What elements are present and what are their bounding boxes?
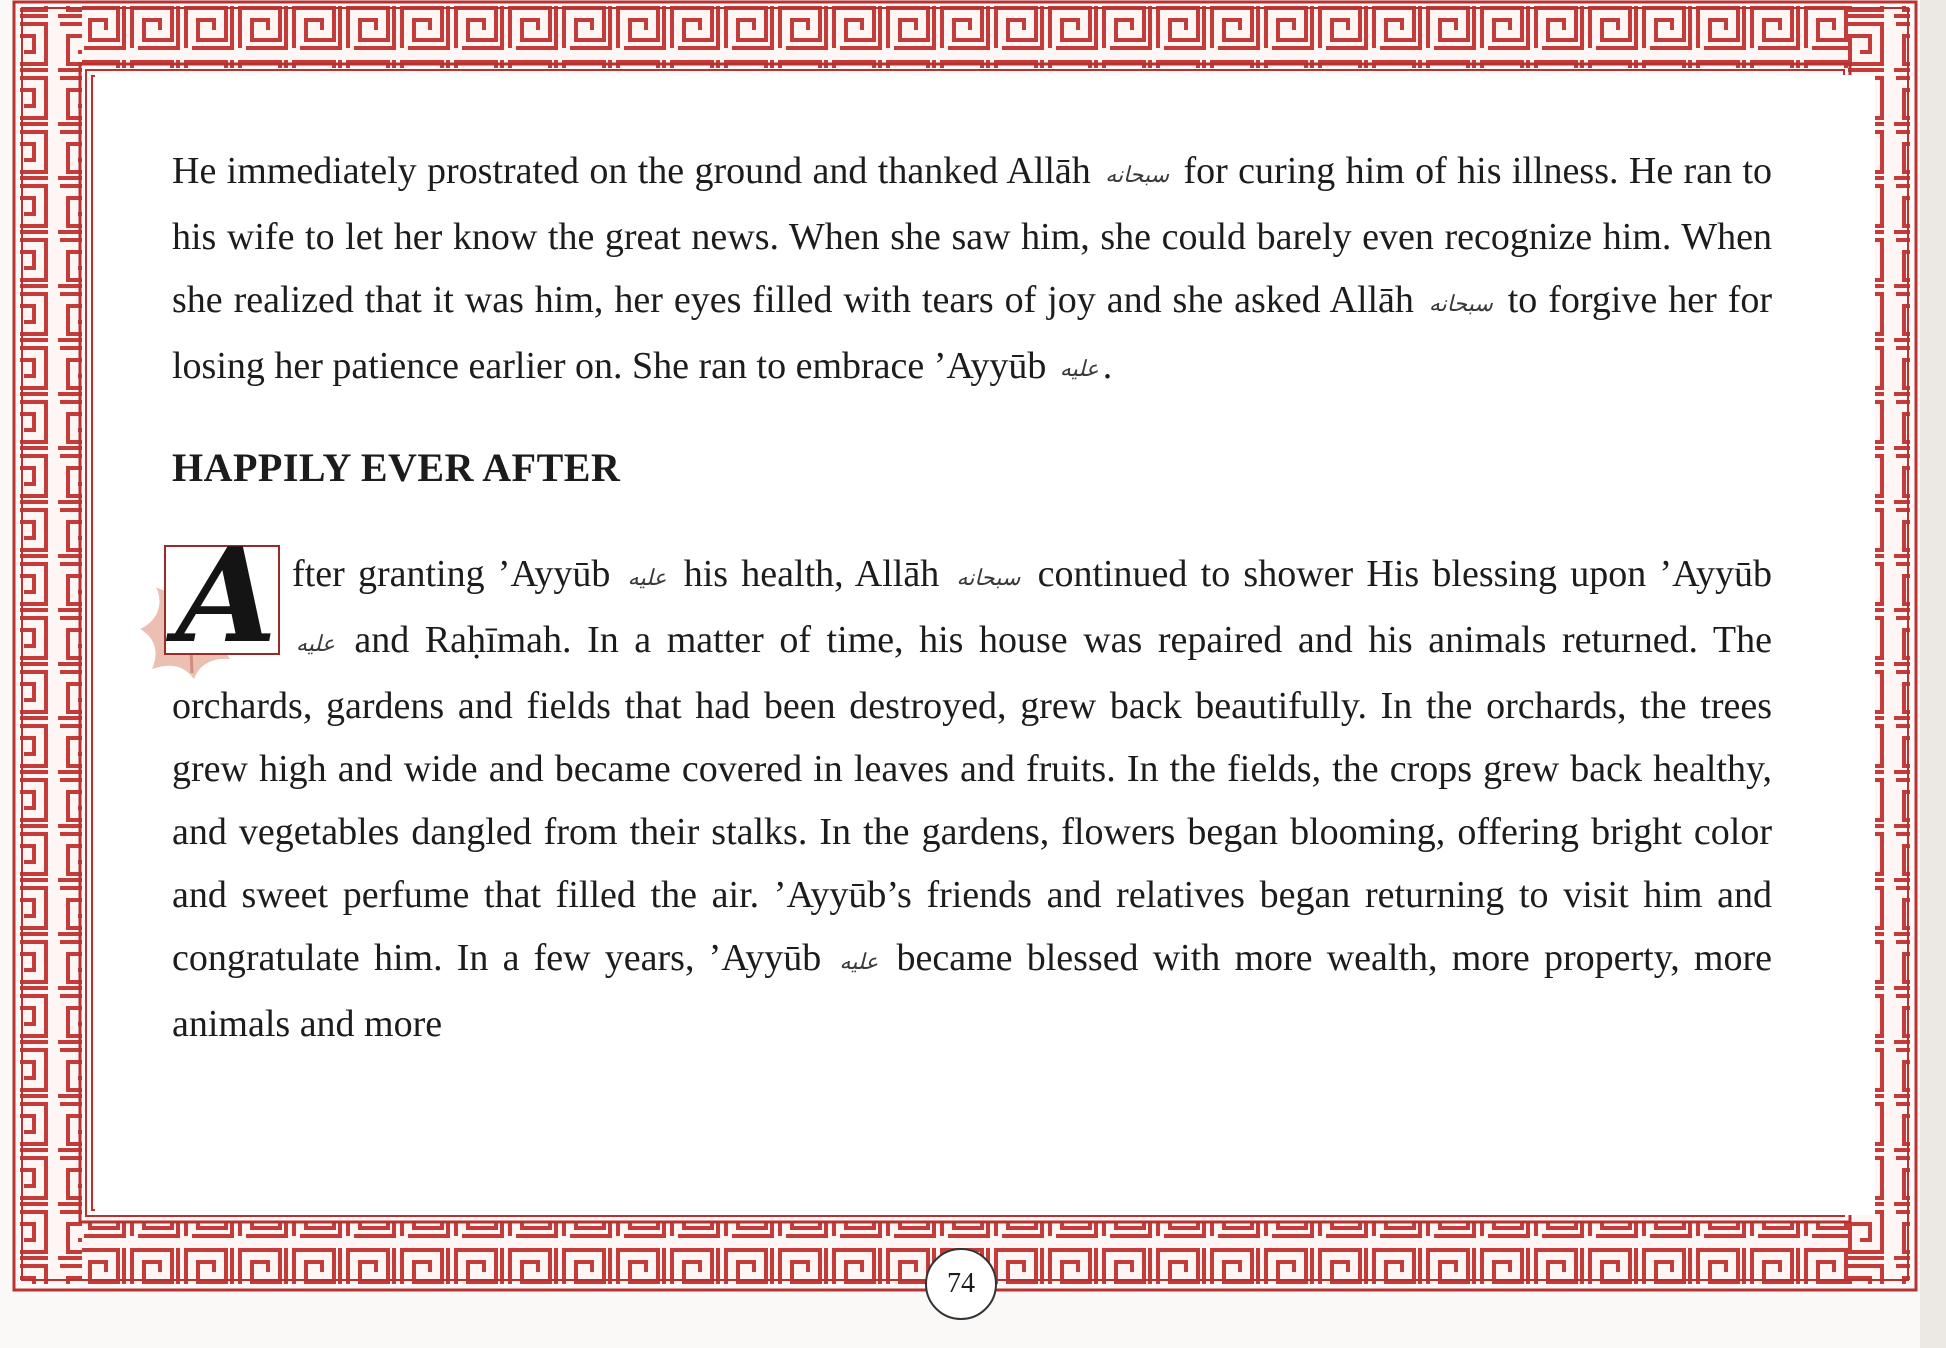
- honorific-glyph: عليه: [627, 565, 667, 591]
- paragraph-2: fter granting ’Ayyūb عليه his health, Allāh سبحانه continued to shower His blessing upon ’Ayyūb عليه and Raḥīmah. In a matter of time, his house was repaired and his animals returned. The orchards, gardens and fields that had been destroyed, grew back beautifully. In the orchards, the trees grew high and wide and became covered in leaves and fruits. In the fields, the crops grew back healthy, and vegetables dangled from their stalks. In the gardens, flowers began blooming, offering bright color and sweet perfume that filled the air. ’Ayyūb’s friends and relatives began returning to visit him and congratulate him. In a few years, ’Ayyūb عليه became blessed with more wealth, more property, more animals and more: [172, 543, 1772, 1055]
- page-number: 74: [925, 1248, 997, 1320]
- body-text: [172, 140, 1772, 1056]
- honorific-glyph: عليه: [1059, 356, 1099, 382]
- paragraph-1: He immediately prostrated on the ground and thanked Allāh سبحانه for curing him of his illness. He ran to his wife to let her know the great news. When she saw him, she could barely even recognize him. When she realized that it was him, her eyes filled with tears of joy and she asked Allāh سبحانه to forgive her for losing her patience earlier on. She ran to embrace ’Ayyūb عليه .: [172, 140, 1772, 400]
- honorific-glyph: عليه: [296, 630, 335, 656]
- section-heading: HAPPILY EVER AFTER: [172, 445, 621, 491]
- drop-cap-letter: A: [176, 519, 277, 673]
- honorific-glyph: سبحانه: [1105, 161, 1170, 187]
- honorific-glyph: سبحانه: [956, 565, 1021, 591]
- honorific-glyph: عليه: [839, 948, 879, 974]
- honorific-glyph: سبحانه: [1428, 290, 1493, 316]
- drop-cap: [164, 519, 284, 673]
